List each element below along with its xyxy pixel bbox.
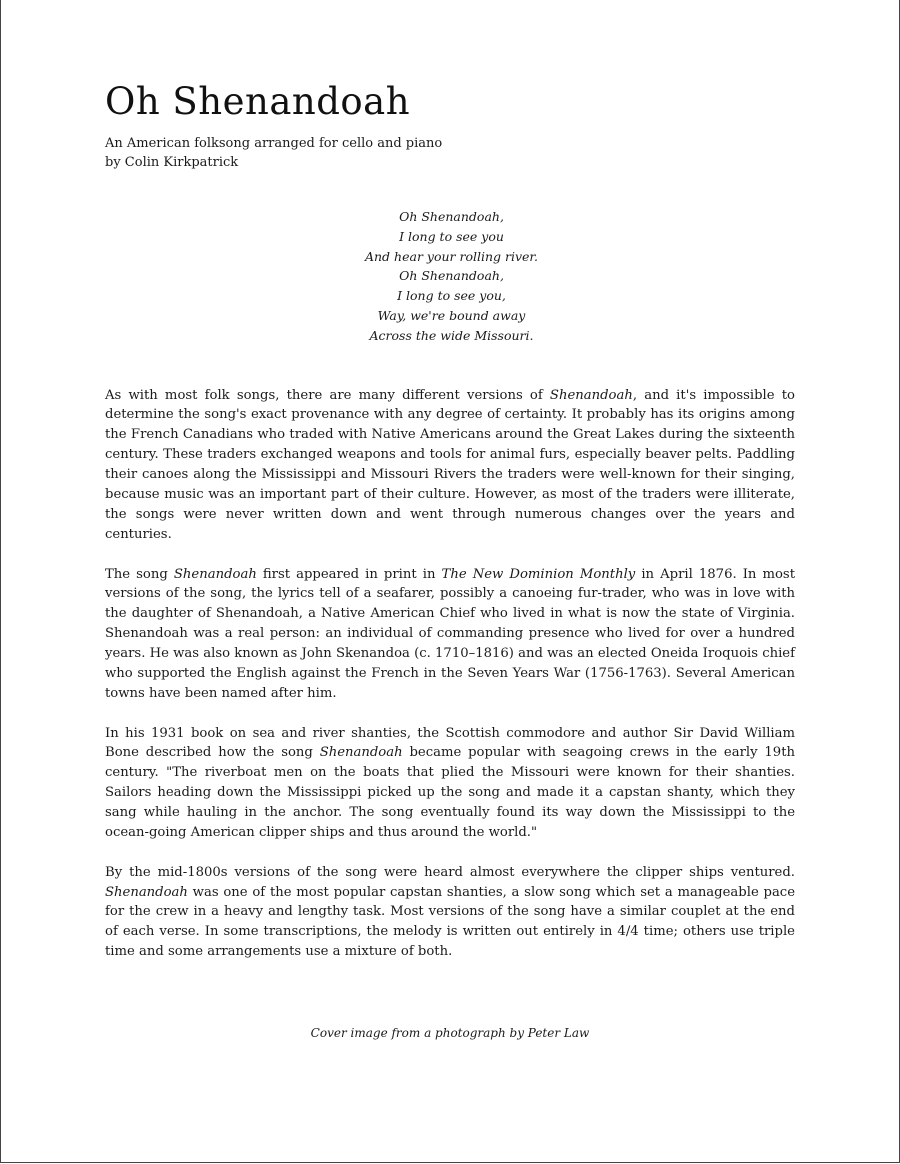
song-title-italic: Shenandoah bbox=[105, 884, 188, 900]
verse-line: Across the wide Missouri. bbox=[369, 327, 534, 343]
subtitle bbox=[105, 134, 795, 172]
song-title-italic: Shenandoah bbox=[549, 387, 633, 403]
text-run: As with most folk songs, there are many different versions of bbox=[105, 387, 550, 403]
body-text bbox=[105, 386, 795, 963]
image-credit-caption: Cover image from a photograph by Peter Law bbox=[310, 1026, 590, 1040]
text-run: In his 1931 book on sea and river shanties, the Scottish commodore and author Sir David William Bone described how the song bbox=[105, 725, 795, 761]
verse-line: Way, we're bound away bbox=[377, 307, 526, 323]
text-run: first appeared in print in bbox=[256, 566, 442, 582]
author-line: by Colin Kirkpatrick bbox=[105, 155, 239, 170]
paragraph-print-history bbox=[105, 565, 795, 704]
paragraph-origins bbox=[105, 386, 795, 545]
text-run: became popular with seagoing crews in the early 19th century. "The riverboat men on the boats that plied the Missouri were known for their shanties. Sailors heading down the Mississippi picked up the song and made it a capstan shanty, which they sang while hauling in the anchor. The song eventually found its way down the Mississippi to the ocean-going American clipper ships and thus around the world." bbox=[105, 745, 795, 841]
document-page bbox=[105, 78, 795, 982]
verse-line: I long to see you bbox=[399, 228, 504, 244]
publication-title-italic: The New Dominion Monthly bbox=[441, 566, 636, 582]
text-run: By the mid-1800s versions of the song were heard almost everywhere the clipper ships ventured. bbox=[105, 864, 795, 880]
lyrics-verse bbox=[105, 207, 795, 346]
verse-line: Oh Shenandoah, bbox=[399, 268, 504, 284]
song-title-italic: Shenandoah bbox=[173, 566, 257, 582]
paragraph-capstan bbox=[105, 863, 795, 963]
verse-line: I long to see you, bbox=[397, 288, 506, 304]
text-run: in April 1876. In most versions of the song, the lyrics tell of a seafarer, possibly a canoeing fur-trader, who was in love with the daughter of Shenandoah, a Native American Chief who lived in what is now the state of Virginia. Shenandoah was a real person: an individual of commanding presence who lived for over a hundred years. He was also known as John Skenandoa (c. 1710–1816) and was an elected Oneida Iroquois chief who supported the English against the French in the Seven Years War (1756-1763). Several American towns have been named after him. bbox=[105, 566, 796, 701]
text-run: The song bbox=[105, 566, 174, 582]
subtitle-line: An American folksong arranged for cello and piano bbox=[105, 136, 443, 151]
verse-line: And hear your rolling river. bbox=[364, 248, 539, 264]
page-title: Oh Shenandoah bbox=[105, 80, 411, 123]
text-run: , and it's impossible to determine the song's exact provenance with any degree of certainty. It probably has its origins among the French Canadians who traded with Native Americans around the Great Lakes during the sixteenth century. These traders exchanged weapons and tools for animal furs, especially beaver pelts. Paddling their canoes along the Mississippi and Missouri Rivers the traders were well-known for their singing, because music was an important part of their culture. However, as most of the traders were illiterate, the songs were never written down and went through numerous changes over the years and centuries. bbox=[105, 387, 795, 542]
song-title-italic: Shenandoah bbox=[319, 745, 403, 761]
paragraph-sea-shanties bbox=[105, 724, 795, 843]
text-run: was one of the most popular capstan shanties, a slow song which set a manageable pace for the crew in a heavy and lengthy task. Most versions of the song have a similar couplet at the end of each verse. In some transcriptions, the melody is written out entirely in 4/4 time; others use triple time and some arrangements use a mixture of both. bbox=[105, 884, 795, 960]
verse-line: Oh Shenandoah, bbox=[399, 209, 504, 224]
